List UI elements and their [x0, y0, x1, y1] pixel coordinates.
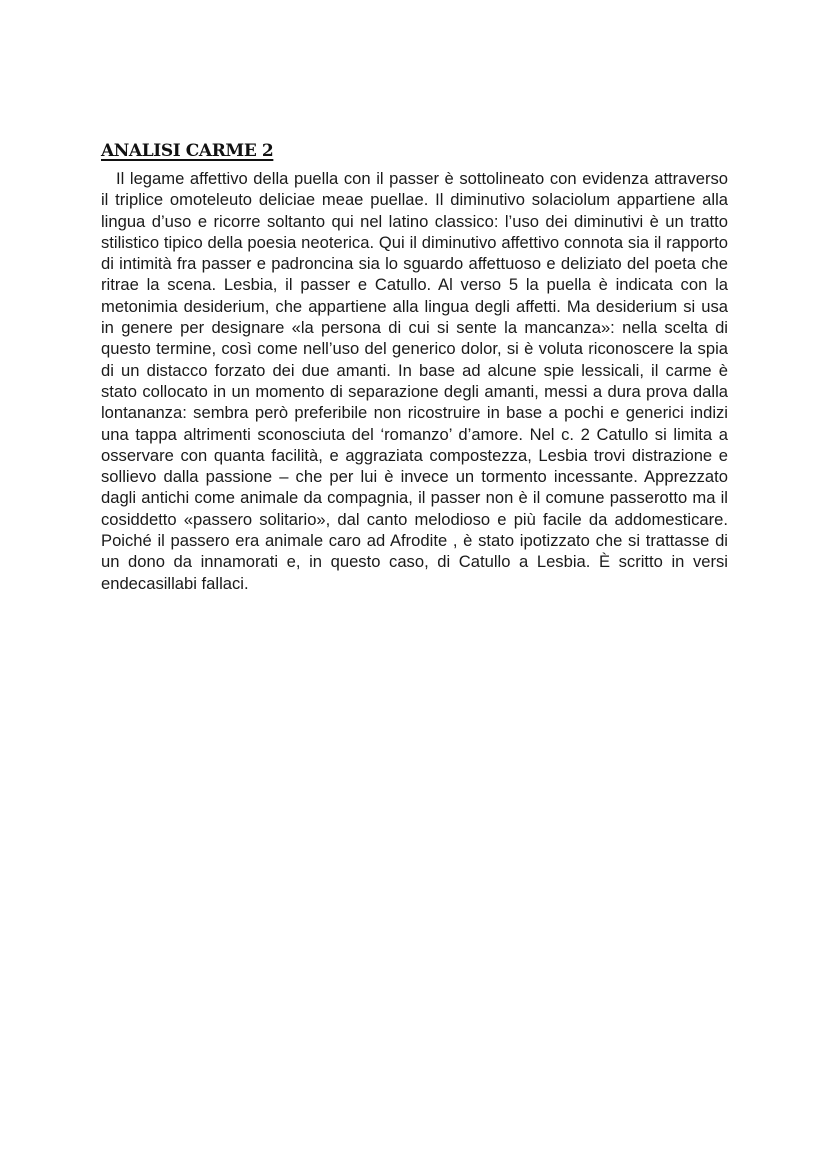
- page-title: ANALISI CARME 2: [101, 141, 274, 161]
- body-paragraph: Il legame affettivo della puella con il passer è sottolineato con evidenza attraverso il triplice omoteleuto deliciae meae puellae. Il diminutivo solaciolum appartiene alla lingua d’uso e ricorre soltanto qui nel latino classico: l’uso dei diminutivi è un tratto stilistico tipico della poesia neoterica. Qui il diminutivo affettivo connota sia il rapporto di intimità fra passer e padroncina sia lo sguardo affettuoso e deliziato del poeta che ritrae la scena. Lesbia, il passer e Catullo. Al verso 5 la puella è indicata con la metonimia desiderium, che appartiene alla lingua degli affetti. Ma desiderium si usa in genere per designare «la persona di cui si sente la mancanza»: nella scelta di questo termine, così come nell’uso del generico dolor, si è voluta riconoscere la spia di un distacco forzato dei due amanti. In base ad alcune spie lessicali, il carme è stato collocato in un momento di separazione degli amanti, messi a dura prova dalla lontananza: sembra però preferibile non ricostruire in base a pochi e generici indizi una tappa altrimenti sconosciuta del ‘romanzo’ d’amore. Nel c. 2 Catullo si limita a osservare con quanta facilità, e aggraziata compostezza, Lesbia trovi distrazione e sollievo dalla passione – che per lui è invece un tormento incessante. Apprezzato dagli antichi come animale da compagnia, il passer non è il comune passerotto ma il cosiddetto «passero solitario», dal canto melodioso e più facile da addomesticare. Poiché il passero era animale caro ad Afrodite , è stato ipotizzato che si trattasse di un dono da innamorati e, in questo caso, di Catullo a Lesbia. È scritto in versi endecasillabi fallaci.: [101, 169, 728, 593]
